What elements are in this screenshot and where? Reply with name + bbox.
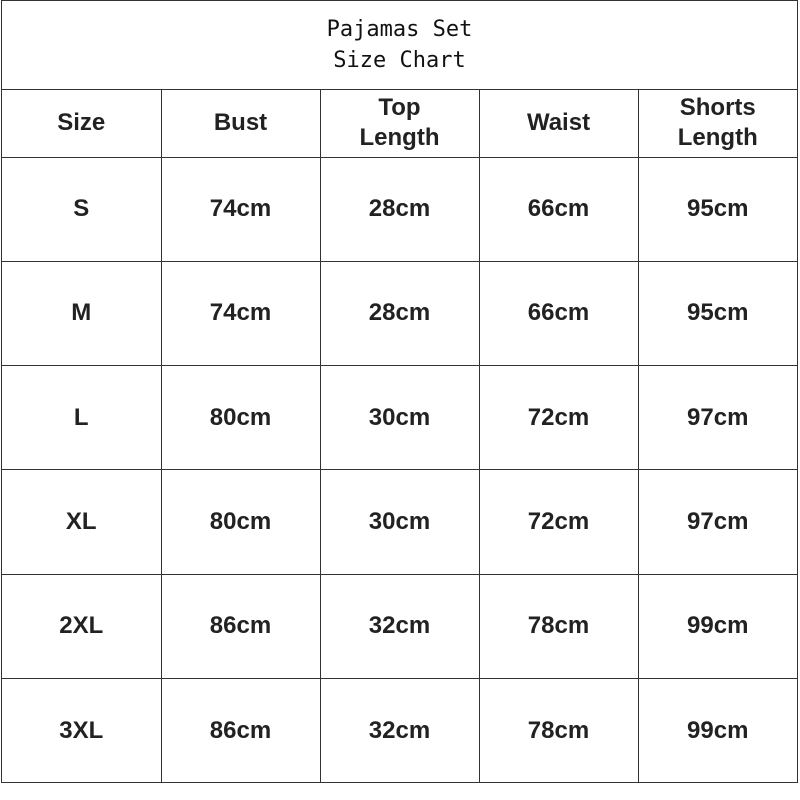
header-shorts-length bbox=[638, 90, 797, 157]
cell-top-length: 30cm bbox=[320, 470, 479, 574]
cell-top-length: 30cm bbox=[320, 366, 479, 470]
cell-size: L bbox=[2, 366, 161, 470]
cell-top-length: 32cm bbox=[320, 679, 479, 783]
header-size-label: Size bbox=[57, 109, 106, 137]
cell-size: XL bbox=[2, 470, 161, 574]
cell-shorts-length: 99cm bbox=[687, 717, 749, 745]
header-top-length-line-1: Top bbox=[378, 94, 421, 122]
cell-bust: 74cm bbox=[161, 261, 320, 365]
cell-top-length: 28cm bbox=[320, 261, 479, 365]
title-line-2: Size Chart bbox=[333, 48, 466, 73]
table-row bbox=[2, 157, 797, 261]
cell-bust: 86cm bbox=[161, 679, 320, 783]
cell-size: M bbox=[2, 261, 161, 365]
table-row bbox=[2, 574, 797, 678]
cell-size: 2XL bbox=[2, 574, 161, 678]
header-bust-label: Bust bbox=[213, 109, 268, 137]
cell-waist: 78cm bbox=[479, 679, 638, 783]
header-waist-label: Waist bbox=[526, 109, 591, 137]
cell-waist: 78cm bbox=[479, 574, 638, 678]
title-line-1: Pajamas Set bbox=[326, 17, 473, 42]
cell-shorts-length: 95cm bbox=[638, 261, 797, 365]
cell-waist: 72cm bbox=[479, 470, 638, 574]
header-top-length bbox=[320, 90, 479, 157]
cell-size: S bbox=[2, 157, 161, 261]
header-shorts-length-line-2: Length bbox=[677, 124, 758, 152]
chart-title bbox=[2, 1, 797, 90]
cell-waist: 66cm bbox=[479, 261, 638, 365]
table-row bbox=[2, 366, 797, 470]
cell-waist: 72cm bbox=[479, 366, 638, 470]
header-shorts-length-line-1: Shorts bbox=[679, 94, 756, 122]
size-table bbox=[2, 90, 797, 783]
cell-bust: 74cm bbox=[161, 157, 320, 261]
header-size bbox=[2, 90, 161, 157]
cell-top-length: 28cm bbox=[320, 157, 479, 261]
cell-waist: 66cm bbox=[479, 157, 638, 261]
header-waist bbox=[479, 90, 638, 157]
cell-bust: 86cm bbox=[161, 574, 320, 678]
header-bust bbox=[161, 90, 320, 157]
cell-shorts-length: 95cm bbox=[638, 157, 797, 261]
cell-bust: 80cm bbox=[161, 470, 320, 574]
cell-shorts-length: 97cm bbox=[638, 366, 797, 470]
cell-top-length: 32cm bbox=[320, 574, 479, 678]
cell-shorts-length: 97cm bbox=[638, 470, 797, 574]
size-chart bbox=[1, 0, 798, 783]
cell-size: 3XL bbox=[2, 679, 161, 783]
cell-bust: 80cm bbox=[161, 366, 320, 470]
table-row bbox=[2, 470, 797, 574]
table-row bbox=[2, 261, 797, 365]
header-top-length-line-2: Length bbox=[359, 124, 440, 152]
header-row bbox=[2, 90, 797, 157]
cell-shorts-length: 99cm bbox=[638, 574, 797, 678]
table-row bbox=[2, 679, 797, 783]
